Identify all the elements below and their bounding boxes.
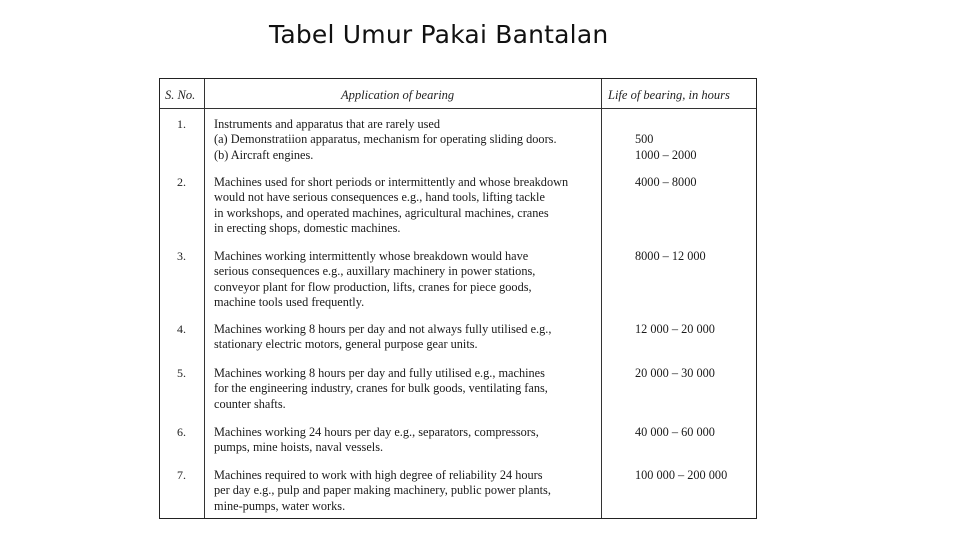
application-line: mine-pumps, water works.: [214, 498, 346, 513]
life-line: 12 000 – 20 000: [635, 322, 715, 336]
life-cell: [635, 366, 715, 381]
life-line: 500: [635, 132, 654, 147]
column-divider-2: [601, 79, 602, 518]
life-line: 4000 – 8000: [635, 175, 697, 189]
life-cell: [635, 175, 696, 190]
application-line: (b) Aircraft engines.: [214, 147, 314, 162]
life-line: 8000 – 12 000: [635, 249, 706, 263]
application-line: pumps, mine hoists, naval vessels.: [214, 440, 384, 455]
application-line: Machines working 8 hours per day and not always fully utilised e.g.,: [214, 322, 552, 336]
application-cell: [214, 425, 598, 456]
application-line: stationary electric motors, general purpose gear units.: [214, 337, 478, 352]
life-line: 100 000 – 200 000: [635, 468, 728, 482]
application-line: per day e.g., pulp and paper making machinery, public power plants,: [214, 483, 551, 498]
life-cell: [635, 322, 715, 337]
application-line: Machines working 24 hours per day e.g., separators, compressors,: [214, 425, 539, 439]
bearing-life-table: [159, 78, 757, 519]
row-number: 6.: [177, 425, 186, 439]
application-cell: [214, 366, 598, 412]
application-cell: [214, 322, 598, 353]
application-cell: [214, 468, 598, 514]
application-cell: [214, 175, 598, 236]
row-number: 4.: [177, 322, 186, 336]
application-line: Instruments and apparatus that are rarely used: [214, 117, 441, 131]
life-line: [635, 117, 696, 132]
life-cell: [635, 117, 696, 163]
application-line: machine tools used frequently.: [214, 294, 365, 309]
application-line: in workshops, and operated machines, agricultural machines, cranes: [214, 205, 549, 220]
application-line: in erecting shops, domestic machines.: [214, 220, 401, 235]
life-cell: [635, 249, 706, 264]
application-line: Machines required to work with high degree of reliability 24 hours: [214, 468, 543, 482]
header-application: Application of bearing: [341, 88, 455, 102]
application-line: for the engineering industry, cranes for bulk goods, ventilating fans,: [214, 381, 548, 396]
row-number: 5.: [177, 366, 186, 380]
application-cell: [214, 117, 598, 163]
application-line: Machines working 8 hours per day and fully utilised e.g., machines: [214, 366, 545, 380]
application-line: Machines used for short periods or intermittently and whose breakdown: [214, 175, 569, 189]
header-divider: [160, 108, 756, 109]
row-number: 7.: [177, 468, 186, 482]
application-line: Machines working intermittently whose breakdown would have: [214, 249, 529, 263]
page-title: Tabel Umur Pakai Bantalan: [269, 20, 609, 49]
application-cell: [214, 249, 598, 310]
header-sno: S. No.: [165, 88, 196, 102]
application-line: serious consequences e.g., auxillary machinery in power stations,: [214, 264, 536, 279]
application-line: conveyor plant for flow production, lifts, cranes for piece goods,: [214, 279, 532, 294]
life-line: 20 000 – 30 000: [635, 366, 715, 380]
column-divider-1: [204, 79, 205, 518]
life-line: 1000 – 2000: [635, 147, 697, 162]
row-number: 2.: [177, 175, 186, 189]
application-line: (a) Demonstratiion apparatus, mechanism for operating sliding doors.: [214, 132, 557, 147]
life-line: 40 000 – 60 000: [635, 425, 715, 439]
header-life: Life of bearing, in hours: [608, 88, 730, 102]
application-line: counter shafts.: [214, 396, 286, 411]
row-number: 1.: [177, 117, 186, 131]
life-cell: [635, 468, 727, 483]
row-number: 3.: [177, 249, 186, 263]
application-line: would not have serious consequences e.g., hand tools, lifting tackle: [214, 190, 545, 205]
life-cell: [635, 425, 715, 440]
